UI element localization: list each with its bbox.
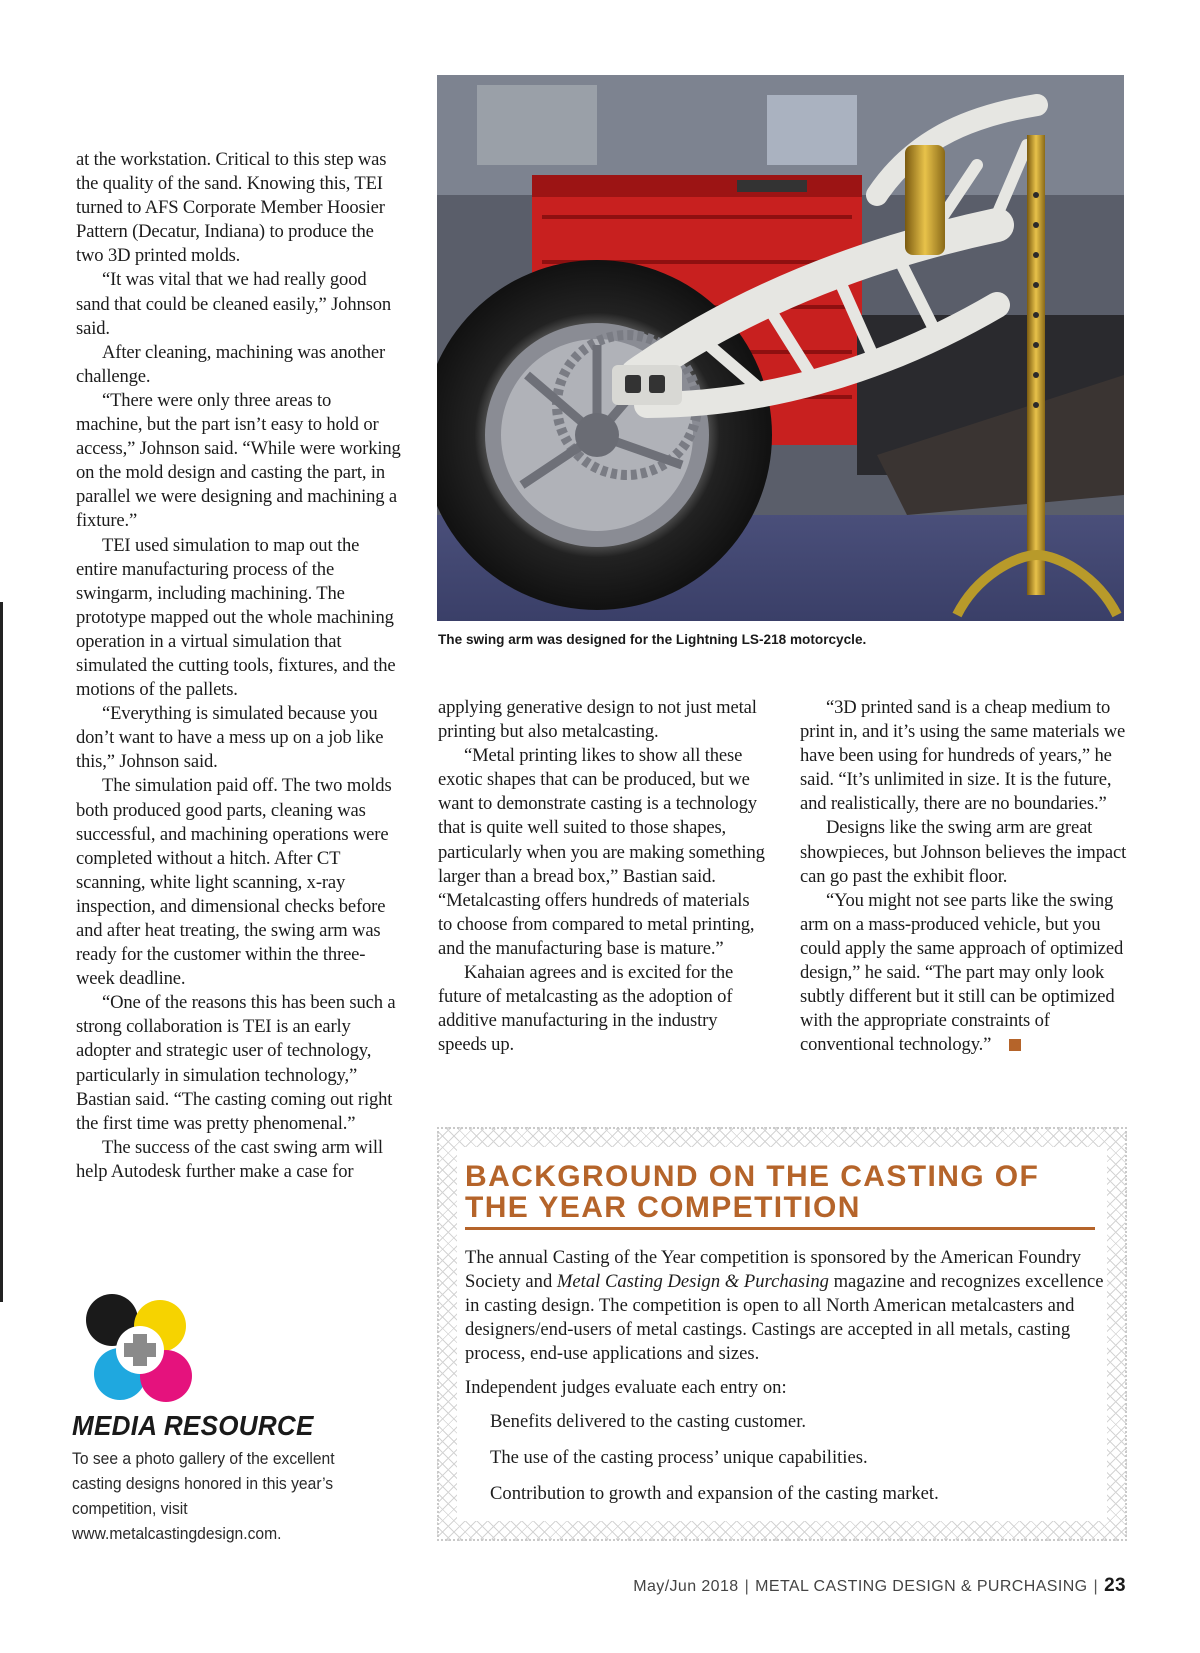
media-resource-logo: [80, 1290, 200, 1410]
article-column-3: [800, 696, 1130, 1057]
paragraph: “It was vital that we had really good sand that could be cleaned easily,” Johnson said.: [76, 269, 392, 339]
criteria-item: Contribution to growth and expansion of the casting market.: [490, 1483, 939, 1504]
media-resource-text: To see a photo gallery of the excellent casting designs honored in this year’s competition, visit www.metalcastingdesign.com.: [72, 1449, 335, 1543]
paragraph: “Everything is simulated because you don’t want to have a mess up on a job like this,” Johnson said.: [76, 703, 384, 773]
paragraph: “One of the reasons this has been such a strong collaboration is TEI is an early adopter and strategic user of technology, particularly in simulation technology,” Bastian said. “The casting coming out right the first time was pretty phenomenal.”: [76, 992, 396, 1134]
paragraph: Designs like the swing arm are great showpieces, but Johnson believes the impact can go past the exhibit floor.: [800, 817, 1127, 887]
issue-date: May/Jun 2018: [633, 1578, 739, 1595]
sidebar-paragraph: [465, 1246, 1105, 1366]
article-column-2: [438, 696, 768, 1057]
page-footer: May/Jun 2018 | METAL CASTING DESIGN & PURCHASING | 23: [633, 1575, 1126, 1596]
paragraph: The success of the cast swing arm will help Autodesk further make a case for: [76, 1136, 383, 1182]
magazine-title: METAL CASTING DESIGN & PURCHASING: [755, 1578, 1088, 1595]
page-number: 23: [1104, 1575, 1126, 1596]
paragraph-text: “You might not see parts like the swing arm on a mass-produced vehicle, but you could apply the same approach of optimized design,” he said. “The part may only look subtly different but it still can be optimized with the appropriate constraints of conventional technology.”: [800, 889, 1124, 1056]
criteria-item: The use of the casting process’ unique capabilities.: [490, 1447, 868, 1468]
magazine-name: Metal Casting Design & Purchasing: [556, 1271, 829, 1292]
criteria-item: Benefits delivered to the casting customer.: [490, 1411, 807, 1432]
article-column-1: [76, 148, 401, 1184]
paragraph: After cleaning, machining was another challenge.: [76, 341, 386, 387]
sidebar-title-line-1: BACKGROUND ON THE CASTING OF: [465, 1160, 1040, 1193]
sidebar-paragraph: Independent judges evaluate each entry on:: [465, 1377, 787, 1398]
paragraph: TEI used simulation to map out the entire manufacturing process of the swingarm, including machining. The prototype mapped out the whole machining operation in a virtual simulation that simulated the cutting tools, fixtures, and the motions of the pallets.: [76, 534, 396, 701]
criteria-list: [465, 1410, 1105, 1506]
media-resource-title: MEDIA RESOURCE: [72, 1410, 314, 1441]
paragraph: The simulation paid off. The two molds both produced good parts, cleaning was successful, and machining operations were completed without a hitch. After CT scanning, white light scanning, x-ray inspection, and dimensional checks before and after heat treating, the swing arm was ready for the customer within the three-week deadline.: [76, 775, 392, 990]
sidebar-text: The annual Casting of the Year competition is sponsored by the American Foundry Society and: [465, 1247, 1082, 1292]
paragraph: Kahaian agrees and is excited for the future of metalcasting as the adoption of additive manufacturing in the industry speeds up.: [438, 962, 734, 1056]
end-of-article-mark: [1009, 1039, 1021, 1051]
sidebar-title: [465, 1161, 1095, 1230]
paragraph: applying generative design to not just metal printing but also metalcasting.: [438, 697, 757, 743]
sidebar-content: [457, 1147, 1107, 1521]
sidebar-title-line-2: THE YEAR COMPETITION: [465, 1191, 861, 1224]
paragraph: [800, 889, 1130, 1058]
page-edge-bar: [0, 602, 3, 1302]
sidebar-text: magazine and recognizes excellence in casting design. The competition is open to all North American metalcasters and designers/end-users of metal castings. Castings are accepted in all metals, casting process, end-use applications and sizes.: [465, 1271, 1104, 1364]
paragraph: at the workstation. Critical to this step was the quality of the sand. Knowing this, TEI turned to AFS Corporate Member Hoosier Pattern (Decatur, Indiana) to produce the two 3D printed molds.: [76, 149, 387, 267]
sidebar-box: [437, 1127, 1127, 1541]
swing-arm-photo: [437, 75, 1124, 621]
paragraph: “3D printed sand is a cheap medium to print in, and it’s using the same materials we have been using for hundreds of years,” he said. “It’s unlimited in size. It is the future, and realistically, there are no boundaries.”: [800, 697, 1126, 815]
photo-caption: The swing arm was designed for the Lightning LS-218 motorcycle.: [438, 632, 867, 647]
paragraph: “Metal printing likes to show all these exotic shapes that can be produced, but we want to demonstrate casting is a technology that is quite well suited to those shapes, particularly when you are making something larger than a bread box,” Bastian said. “Metalcasting offers hundreds of materials to choose from compared to metal printing, and the manufacturing base is mature.”: [438, 745, 765, 959]
sidebar-body: [465, 1246, 1105, 1506]
paragraph: “There were only three areas to machine, but the part isn’t easy to hold or access,” Johnson said. “While were working on the mold design and casting the part, in parallel we were designing and machining a fixture.”: [76, 389, 401, 532]
